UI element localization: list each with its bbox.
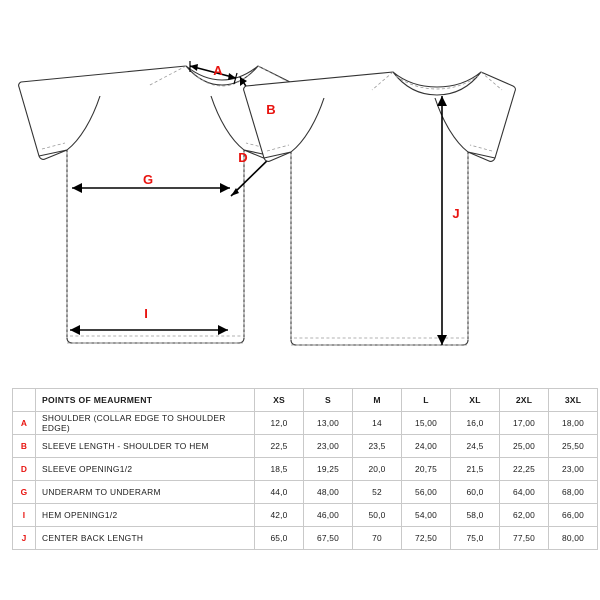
row-value-l: 24,00: [402, 435, 451, 458]
table-header-row: [13, 389, 598, 412]
row-value-xs: 65,0: [255, 527, 304, 550]
row-value-m: 20,0: [353, 458, 402, 481]
back-body-outline: [244, 72, 516, 345]
row-code: I: [13, 504, 36, 527]
row-value-2xl: 62,00: [500, 504, 549, 527]
row-name: CENTER BACK LENGTH: [36, 527, 255, 550]
header-code: [13, 389, 36, 412]
row-value-xl: 24,5: [451, 435, 500, 458]
row-value-l: 72,50: [402, 527, 451, 550]
label-i: I: [144, 306, 148, 321]
row-code: D: [13, 458, 36, 481]
row-name: SHOULDER (COLLAR EDGE TO SHOULDER EDGE): [36, 412, 255, 435]
label-g: G: [142, 172, 154, 187]
row-value-s: 13,00: [304, 412, 353, 435]
row-value-3xl: 18,00: [549, 412, 598, 435]
row-value-xs: 22,5: [255, 435, 304, 458]
size-table-container: [12, 388, 588, 550]
table-row: [13, 412, 598, 435]
row-value-2xl: 25,00: [500, 435, 549, 458]
row-value-m: 50,0: [353, 504, 402, 527]
header-size-m: M: [353, 389, 402, 412]
row-value-xs: 12,0: [255, 412, 304, 435]
row-value-l: 54,00: [402, 504, 451, 527]
table-row: [13, 527, 598, 550]
row-name: SLEEVE LENGTH - SHOULDER TO HEM: [36, 435, 255, 458]
row-name: HEM OPENING1/2: [36, 504, 255, 527]
row-value-2xl: 64,00: [500, 481, 549, 504]
header-size-s: S: [304, 389, 353, 412]
row-code: G: [13, 481, 36, 504]
label-b: B: [266, 102, 276, 117]
row-value-xl: 58,0: [451, 504, 500, 527]
t-shirt-back-view: [244, 72, 516, 345]
row-value-m: 23,5: [353, 435, 402, 458]
row-value-s: 67,50: [304, 527, 353, 550]
size-table: [12, 388, 598, 550]
row-value-3xl: 80,00: [549, 527, 598, 550]
row-value-xs: 44,0: [255, 481, 304, 504]
header-size-2xl: 2XL: [500, 389, 549, 412]
size-table-head: [13, 389, 598, 412]
row-value-m: 70: [353, 527, 402, 550]
row-value-xs: 18,5: [255, 458, 304, 481]
row-value-xs: 42,0: [255, 504, 304, 527]
row-value-l: 15,00: [402, 412, 451, 435]
header-name: POINTS OF MEAURMENT: [36, 389, 255, 412]
label-a: A: [213, 63, 223, 78]
row-value-xl: 60,0: [451, 481, 500, 504]
table-row: [13, 458, 598, 481]
row-code: B: [13, 435, 36, 458]
table-row: [13, 435, 598, 458]
row-value-s: 48,00: [304, 481, 353, 504]
row-value-s: 23,00: [304, 435, 353, 458]
row-value-l: 56,00: [402, 481, 451, 504]
row-code: J: [13, 527, 36, 550]
row-name: UNDERARM TO UNDERARM: [36, 481, 255, 504]
row-code: A: [13, 412, 36, 435]
header-size-xs: XS: [255, 389, 304, 412]
row-value-2xl: 22,25: [500, 458, 549, 481]
row-value-3xl: 25,50: [549, 435, 598, 458]
table-row: [13, 481, 598, 504]
row-value-xl: 21,5: [451, 458, 500, 481]
row-value-l: 20,75: [402, 458, 451, 481]
table-row: [13, 504, 598, 527]
row-value-3xl: 68,00: [549, 481, 598, 504]
row-value-2xl: 17,00: [500, 412, 549, 435]
row-value-m: 14: [353, 412, 402, 435]
label-d: D: [238, 150, 248, 165]
label-j: J: [452, 206, 460, 221]
row-value-m: 52: [353, 481, 402, 504]
row-value-xl: 75,0: [451, 527, 500, 550]
row-value-s: 19,25: [304, 458, 353, 481]
header-size-l: L: [402, 389, 451, 412]
row-value-xl: 16,0: [451, 412, 500, 435]
header-size-3xl: 3XL: [549, 389, 598, 412]
row-value-2xl: 77,50: [500, 527, 549, 550]
size-table-body: [13, 412, 598, 550]
row-value-3xl: 66,00: [549, 504, 598, 527]
row-value-3xl: 23,00: [549, 458, 598, 481]
row-value-s: 46,00: [304, 504, 353, 527]
row-name: SLEEVE OPENING1/2: [36, 458, 255, 481]
header-size-xl: XL: [451, 389, 500, 412]
